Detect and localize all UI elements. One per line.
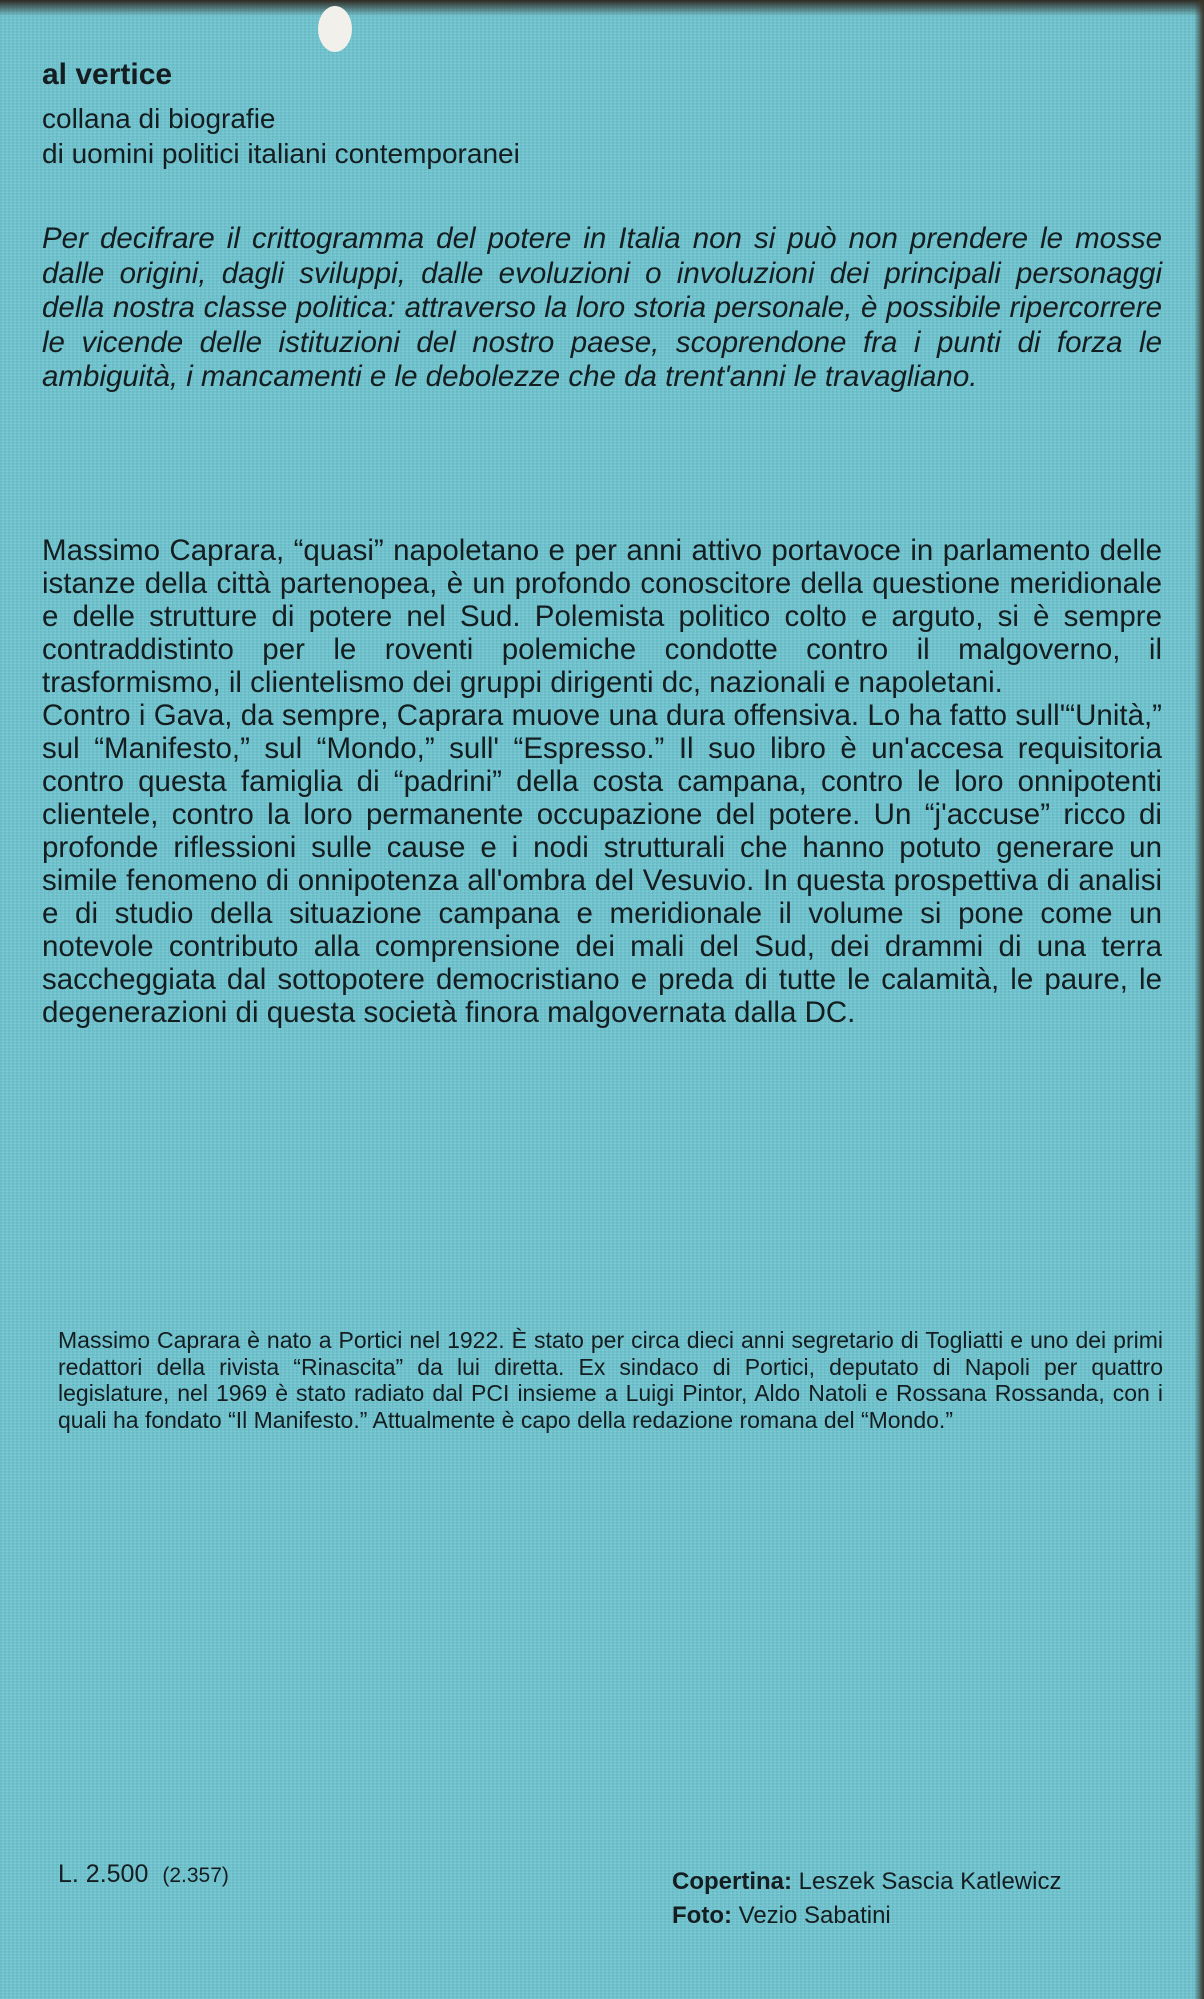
description-paragraph-1: Massimo Caprara, “quasi” napoletano e per anni attivo portavoce in parlamento delle istanze della città partenopea, è un profondo conoscitore della questione meridionale e delle strutture di potere nel Sud. Polemista politico colto e arguto, si è sempre contraddistinto per le roventi polemiche condotte contro il malgoverno, il trasformismo, il clientelismo dei gruppi dirigenti dc, nazionali e napoletani. — [42, 534, 1162, 699]
price: L. 2.500 — [58, 1860, 149, 1888]
series-subtitle-line2: di uomini politici italiani contemporanei — [42, 138, 520, 169]
photo-credit-value: Vezio Sabatini — [738, 1902, 891, 1929]
photo-credit-label: Foto: — [672, 1902, 732, 1929]
description-body — [42, 534, 1162, 1029]
series-subtitle-line1: collana di biografie — [42, 103, 276, 134]
series-subtitle — [42, 101, 520, 171]
cover-right-edge — [1194, 0, 1204, 1999]
author-bio: Massimo Caprara è nato a Portici nel 1922. È stato per circa dieci anni segretario di Togliatti e uno dei primi redattori della rivista “Rinascita” da lui diretta. Ex sindaco di Portici, deputato di Napoli per quattro legislature, nel 1969 è stato radiato dal PCI insieme a Luigi Pintor, Aldo Natoli e Rossana Rossanda, con i quali ha fondato “Il Manifesto.” Attualmente è capo della redazione romana del “Mondo.” — [58, 1327, 1163, 1433]
cover-top-edge — [0, 0, 1204, 16]
series-title: al vertice — [42, 58, 173, 91]
cover-credit — [672, 1865, 1061, 1899]
cover-credit-label: Copertina: — [672, 1868, 792, 1895]
cover-hole — [318, 6, 352, 52]
description-paragraph-2: Contro i Gava, da sempre, Caprara muove una dura offensiva. Lo ha fatto sull'“Unità,” sul “Manifesto,” sul “Mondo,” sull' “Espresso.” Il suo libro è un'accesa requisitoria contro questa famiglia di “padrini” della costa campana, contro le loro onnipotenti clientele, contro la loro permanente occupazione del potere. Un “j'accuse” ricco di profonde riflessioni sulle cause e i nodi strutturali che hanno potuto generare un simile fenomeno di onnipotenza all'ombra del Vesuvio. In questa prospettiva di analisi e di studio della situazione campana e meridionale il volume si pone come un notevole contributo alla comprensione dei mali del Sud, dei drammi di una terra saccheggiata dal sottopotere democristiano e preda di tutte le calamità, le paure, le degenerazioni di questa società finora malgovernata dalla DC. — [42, 699, 1162, 1029]
photo-credit — [672, 1899, 1061, 1933]
intro-paragraph: Per decifrare il crittogramma del potere in Italia non si può non prendere le mosse dalle origini, dagli sviluppi, dalle evoluzioni o involuzioni dei principali personaggi della nostra classe politica: attraverso la loro storia personale, è possibile ripercorrere le vicende delle istituzioni del nostro paese, scoprendone fra i punti di forza le ambiguità, i mancamenti e le debolezze che da trent'anni le travagliano. — [42, 222, 1162, 393]
price-code: (2.357) — [162, 1864, 229, 1887]
price-block — [58, 1860, 229, 1889]
credits-block — [672, 1865, 1061, 1933]
cover-credit-value: Leszek Sascia Katlewicz — [798, 1868, 1062, 1895]
